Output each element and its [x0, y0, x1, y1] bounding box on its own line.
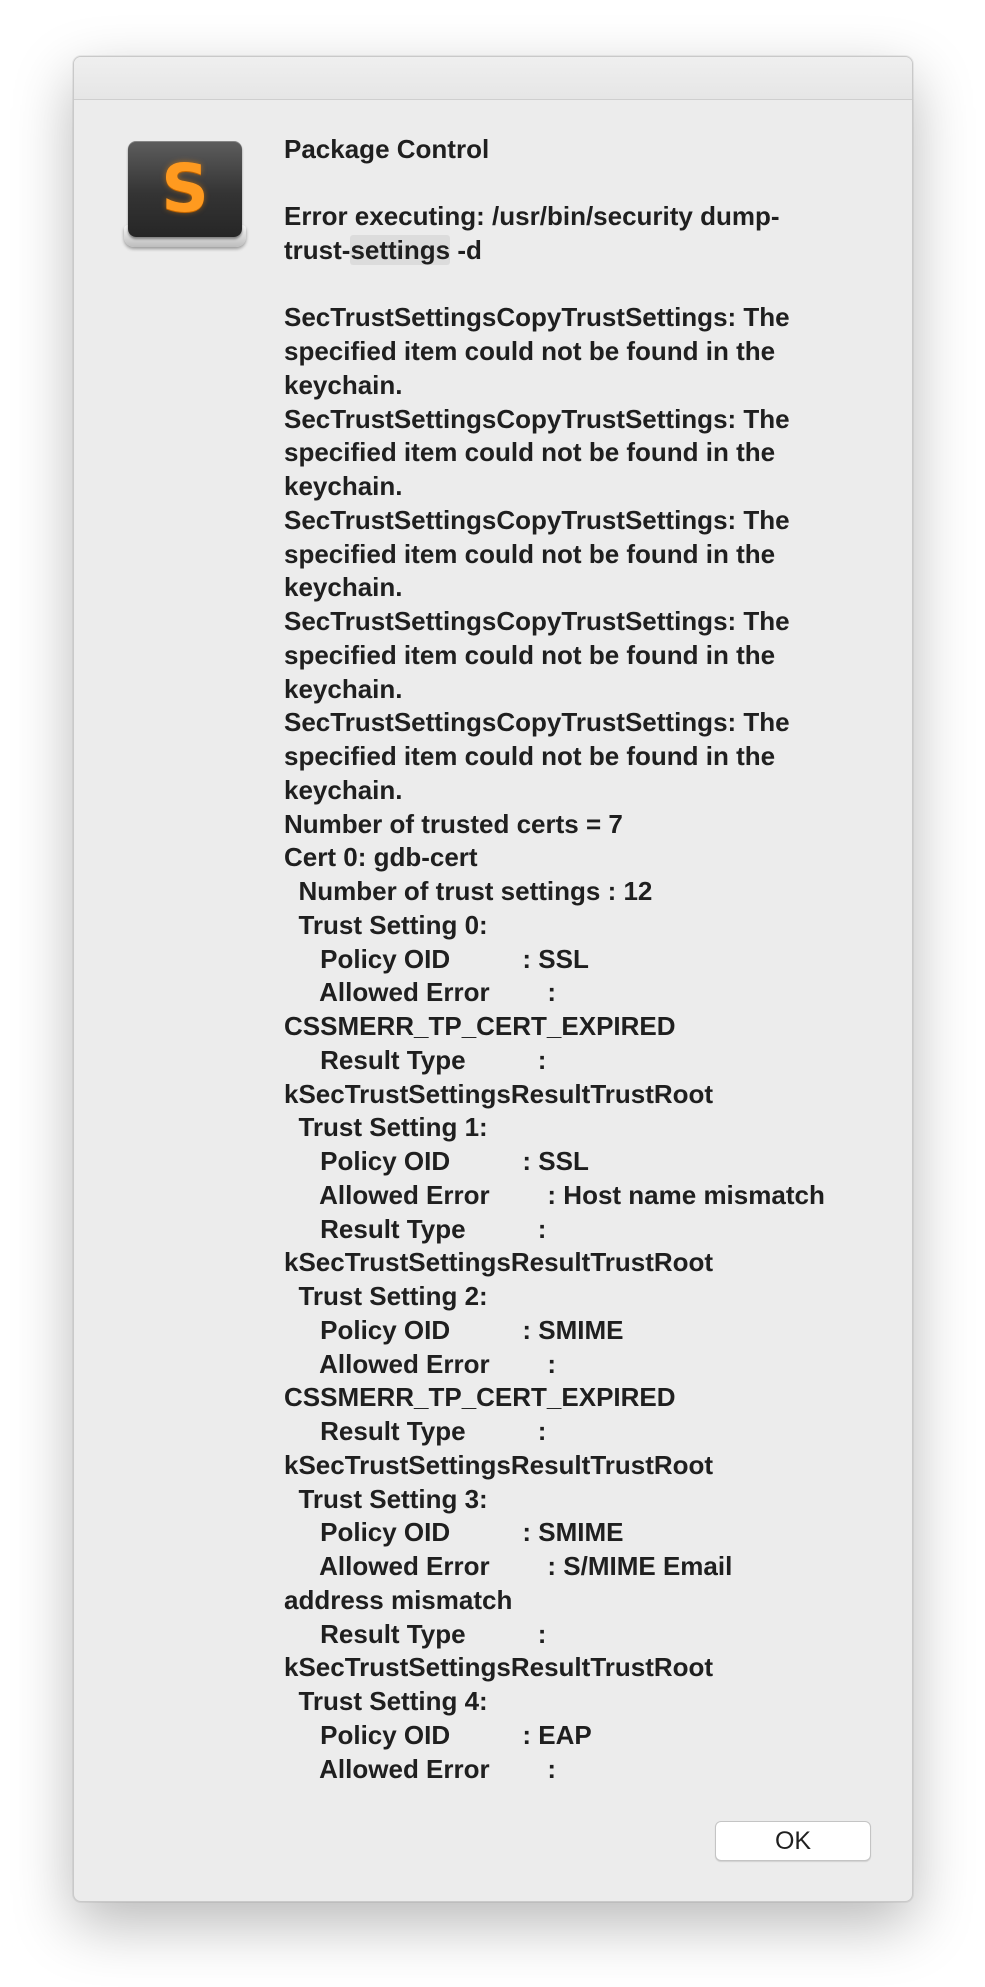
error-detail-line: Trust Setting 2:: [284, 1281, 488, 1311]
error-detail-line: Result Type :: [284, 1213, 547, 1244]
error-detail-line: keychain.: [284, 673, 403, 704]
error-detail-line: SecTrustSettingsCopyTrustSettings: The: [284, 606, 790, 636]
alert-dialog: [73, 56, 913, 1902]
error-detail-line: specified item could not be found in the: [284, 741, 776, 771]
error-detail-line: Trust Setting 3:: [284, 1483, 488, 1514]
dialog-titlebar[interactable]: [74, 57, 912, 100]
error-detail-line: CSSMERR_TP_CERT_EXPIRED: [284, 1382, 676, 1413]
error-message: [284, 200, 884, 1786]
error-detail-line: specified item could not be found in the: [284, 336, 776, 366]
error-detail-line: SecTrustSettingsCopyTrustSettings: The: [284, 504, 790, 535]
error-detail-line: Allowed Error : S/MIME Email: [284, 1551, 733, 1581]
dialog-content: [284, 132, 884, 1786]
ok-button[interactable]: OK: [715, 1821, 871, 1861]
error-detail-line: keychain.: [284, 572, 403, 603]
error-detail-line: Trust Setting 1:: [284, 1112, 488, 1143]
error-detail-line: Allowed Error :: [284, 1348, 557, 1379]
error-detail-line: Allowed Error :: [284, 977, 557, 1008]
dialog-title: Package Control: [284, 134, 490, 164]
error-detail-line: Result Type :: [284, 1416, 547, 1446]
error-detail-line: SecTrustSettingsCopyTrustSettings: The: [284, 403, 790, 434]
error-detail-line: Trust Setting 4:: [284, 1686, 488, 1716]
error-detail-line: Trust Setting 0:: [284, 909, 488, 940]
error-detail-line: kSecTrustSettingsResultTrustRoot: [284, 1078, 714, 1109]
icon-letter: S: [161, 150, 209, 227]
error-line-1: Error executing: /usr/bin/security dump-: [284, 201, 780, 231]
error-detail-line: Cert 0: gdb-cert: [284, 842, 478, 873]
error-detail-line: specified item could not be found in the: [284, 639, 776, 670]
error-detail-line: keychain.: [284, 471, 403, 501]
error-detail-line: keychain.: [284, 369, 403, 400]
error-detail-line: Policy OID : SSL: [284, 1146, 589, 1176]
error-detail-line: specified item could not be found in the: [284, 538, 776, 569]
error-detail-line: keychain.: [284, 774, 403, 805]
error-detail-line: address mismatch: [284, 1584, 513, 1615]
error-detail-line: Allowed Error : Host name mismatch: [284, 1179, 825, 1210]
sublime-text-icon: [124, 141, 246, 253]
error-detail-line: Result Type :: [284, 1044, 547, 1075]
error-detail-line: CSSMERR_TP_CERT_EXPIRED: [284, 1011, 676, 1041]
error-detail-line: Policy OID : EAP: [284, 1719, 592, 1750]
error-line-2-prefix: trust-: [284, 234, 351, 265]
error-detail-line: Allowed Error :: [284, 1753, 557, 1784]
error-detail-line: SecTrustSettingsCopyTrustSettings: The: [284, 302, 790, 333]
error-detail-line: kSecTrustSettingsResultTrustRoot: [284, 1449, 714, 1480]
error-detail-line: specified item could not be found in the: [284, 437, 776, 468]
error-detail-line: Policy OID : SSL: [284, 943, 589, 974]
error-details: [284, 302, 825, 1783]
error-detail-line: SecTrustSettingsCopyTrustSettings: The: [284, 707, 790, 738]
error-line-2-suffix: -d: [450, 234, 482, 265]
error-detail-line: kSecTrustSettingsResultTrustRoot: [284, 1652, 714, 1683]
error-detail-line: kSecTrustSettingsResultTrustRoot: [284, 1247, 714, 1278]
error-detail-line: Result Type :: [284, 1618, 547, 1649]
error-detail-line: Number of trusted certs = 7: [284, 808, 623, 839]
selected-text: settings: [350, 234, 451, 265]
error-detail-line: Policy OID : SMIME: [284, 1517, 624, 1548]
error-detail-line: Policy OID : SMIME: [284, 1314, 624, 1345]
error-detail-line: Number of trust settings : 12: [284, 876, 653, 906]
